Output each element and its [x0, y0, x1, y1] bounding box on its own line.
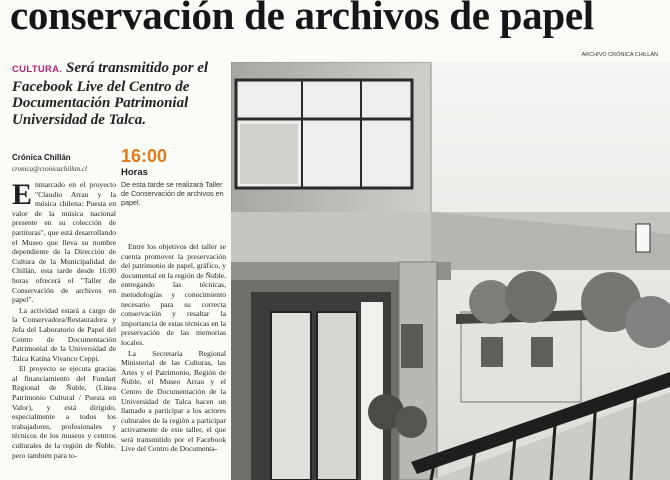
- paragraph: La actividad estará a cargo de la Conservadora/Restauradora y Jefa del Laboratorio de Papel del Centro de Documentación Patrimonial de la Universidad de Talca Katina Vivanco Ceppi.: [12, 305, 116, 363]
- body-column-1: [12, 180, 116, 461]
- drop-cap: E: [12, 178, 33, 211]
- lede-text: Será transmitido por el Facebook Live del Centro de Documentación Patrimonial Universidad de Talca.: [12, 60, 209, 128]
- paragraph: El proyecto se ejecuta gracias al financiamiento del Fondart Regional de Ñuble, (Línea Patrimonio Cultural / Puesta en Valor), y está dirigido, especialmente a todos los trabajadores, profesionales y técnicos de los museos y centros culturales de la región de Ñuble, pero también para to-: [12, 364, 116, 460]
- article-lede: [12, 60, 226, 128]
- article-headline: conservación de archivos de papel: [10, 0, 594, 38]
- photo-credit: ARCHIVO CRÓNICA CHILLÁN: [581, 52, 658, 58]
- paragraph: Entre los objetivos del taller se cuenta promover la preservación del patrimonio de papel, gráfico, y documental en la región de Ñuble, entregando las técnicas, metodologías y conocimiento necesario para su correcta conservación y resaltar la importancia de estas técnicas en la preservación de las memorias locales.: [121, 242, 226, 347]
- byline-email: cronica@cronicachillan.cl: [12, 165, 87, 173]
- body-column-2: [121, 242, 226, 455]
- byline: Crónica Chillán: [12, 153, 71, 162]
- time-label: Horas: [121, 167, 148, 178]
- time-description: De esta tarde se realizará Taller de Conservación de archivos en papel.: [121, 180, 224, 207]
- paragraph: La Secretaría Regional Ministerial de las Culturas, las Artes y el Patrimonio, Región de Ñuble, el Museo Arrau y el Centro de Documentación de la Universidad de Talca hacen un llamado a participar a los actores culturales de la región a participar activamente de este taller, el que será transmitido por el Facebook Live del Centro de Documenta-: [121, 348, 226, 454]
- section-kicker: CULTURA.: [12, 64, 63, 75]
- paragraph-text: nmarcado en el proyecto "Claudio Arrau y la música chilena: Puesta en valor de la música nacional presente en su colección de partituras", que está desarrollando el Museo que lleva su nombre dependiente de la Dirección de Cultura de la Municipalidad de Chillán, esta tarde desde 16:00 horas ofrecerá el "Taller de Conservación de archivos en papel".: [12, 180, 116, 305]
- paragraph: [12, 180, 116, 305]
- building-photo: [231, 62, 670, 480]
- time-highlight: 16:00: [121, 146, 168, 166]
